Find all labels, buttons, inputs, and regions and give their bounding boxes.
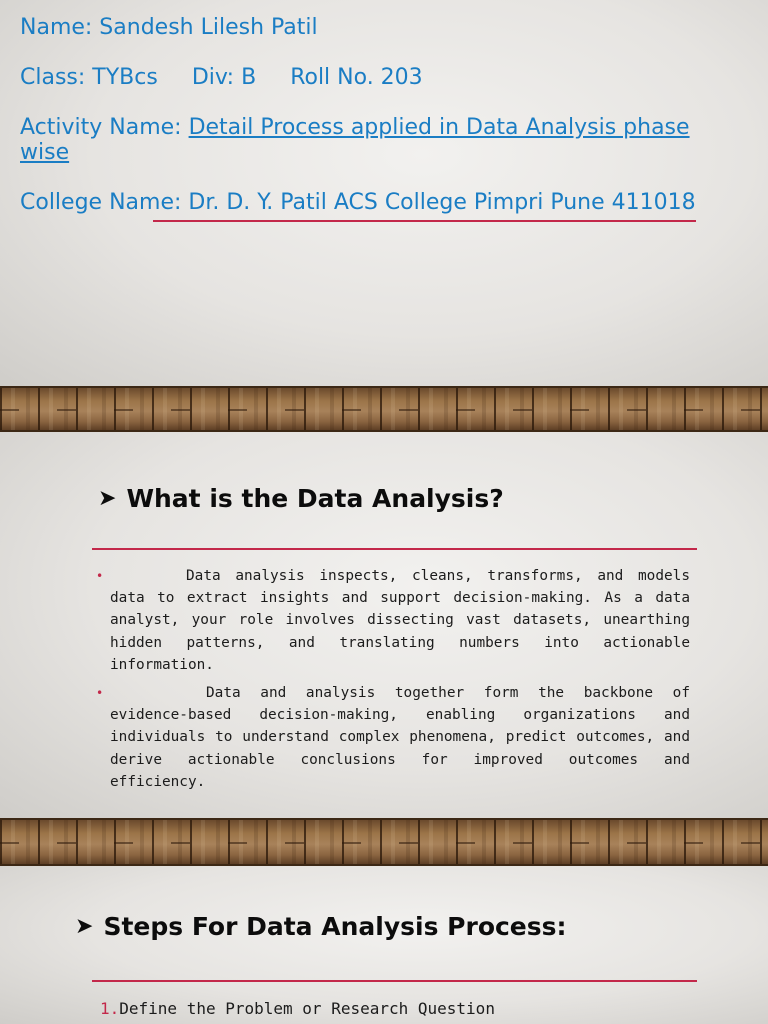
list-item — [100, 998, 495, 1020]
wood-floor-band — [0, 386, 768, 432]
list-item: • Data analysis inspects, cleans, transforms, and models data to extract insights and support decision-making. As a data analyst, your role involves dissecting vast datasets, unearthing hidden patterns, and translating numbers into actionable information. — [96, 565, 690, 676]
arrow-bullet-icon: ➤ — [75, 914, 94, 939]
steps-slide — [0, 866, 768, 1024]
what-is-heading: ➤ What is the Data Analysis? — [98, 484, 504, 513]
bullet-dot-icon: • — [96, 686, 104, 701]
roll-label: Roll No. 203 — [290, 65, 423, 90]
steps-divider — [92, 980, 697, 982]
class-line — [20, 65, 423, 90]
activity-link[interactable]: Detail Process applied in Data Analysis phase wise — [20, 115, 690, 165]
heading-divider — [92, 548, 697, 550]
definition-list — [96, 565, 690, 799]
steps-list — [100, 998, 495, 1020]
list-item: • Data and analysis together form the backbone of evidence-based decision-making, enabling organizations and individuals to understand complex phenomena, predict outcomes, and derive actionable conclusions for improved outcomes and efficiency. — [96, 682, 690, 793]
activity-label: Activity Name: — [20, 115, 189, 140]
what-is-slide — [0, 432, 768, 818]
student-name: Name: Sandesh Lilesh Patil — [20, 15, 318, 40]
div-label: Div: B — [191, 65, 257, 90]
activity-line — [20, 115, 740, 165]
class-label: Class: TYBcs — [20, 65, 158, 90]
step-text: Define the Problem or Research Question — [119, 999, 495, 1018]
college-name: College Name: Dr. D. Y. Patil ACS College Pimpri Pune 411018 — [20, 190, 696, 215]
step-number: 1. — [100, 999, 120, 1018]
wood-floor-band — [0, 818, 768, 866]
steps-heading: ➤ Steps For Data Analysis Process: — [75, 912, 567, 941]
title-slide — [0, 0, 768, 386]
title-divider — [153, 220, 696, 222]
arrow-bullet-icon: ➤ — [98, 486, 117, 511]
bullet-dot-icon: • — [96, 569, 104, 583]
